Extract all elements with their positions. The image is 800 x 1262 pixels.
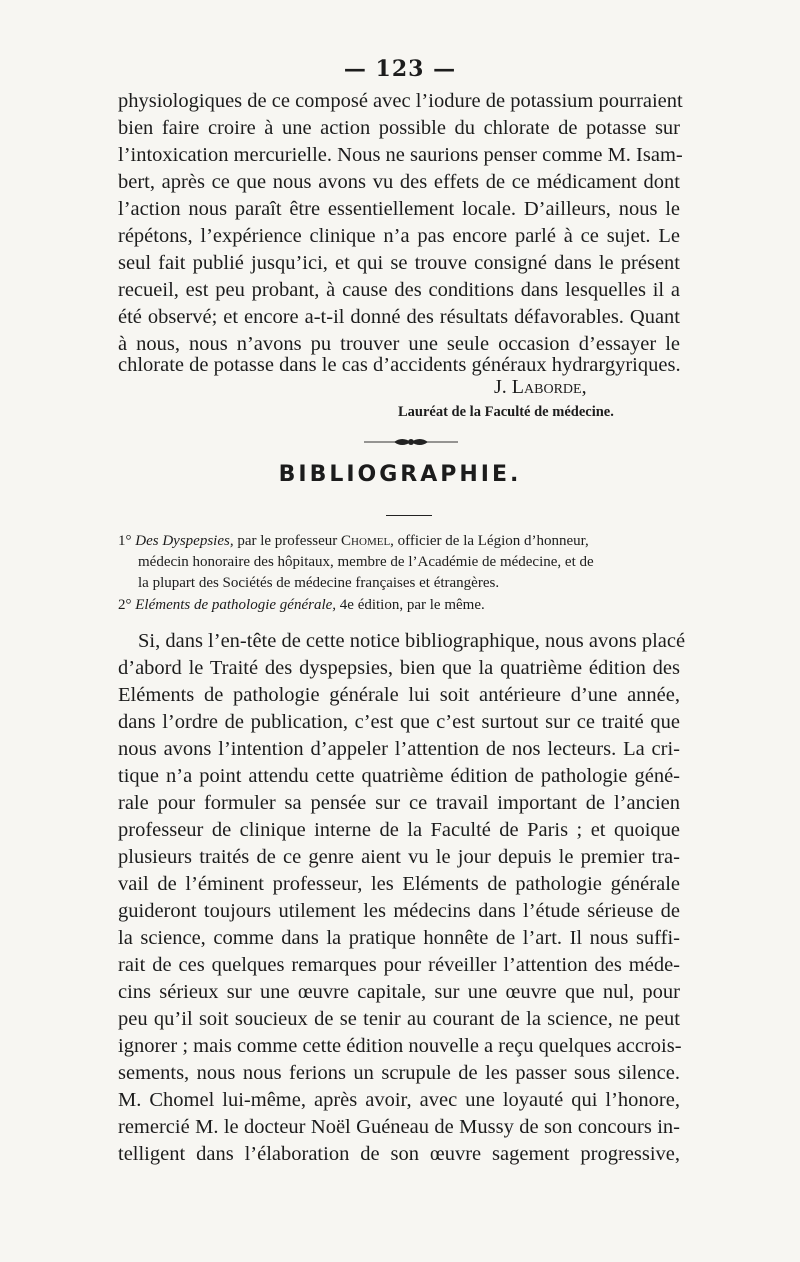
reference-text: officier de la Légion d’honneur, (393, 533, 589, 549)
text-line: répétons, l’expérience clinique n’a pas encore parlé à ce sujet. Le (118, 225, 680, 247)
text-line: la science, comme dans la pratique honnête de l’art. Il nous suffi- (118, 927, 680, 949)
text-line: l’action nous paraît être essentiellement locale. D’ailleurs, nous le (118, 198, 680, 220)
text-line: vail de l’éminent professeur, les Eléments de pathologie générale (118, 873, 680, 895)
reference-author: Chomel, (341, 533, 394, 549)
text-line: professeur de clinique interne de la Faculté de Paris ; et quoique (118, 819, 680, 841)
text-line: peu qu’il soit soucieux de se tenir au courant de la science, ne peut (118, 1008, 680, 1030)
text-line: guideront toujours utilement les médecins dans l’étude sérieuse de (118, 900, 680, 922)
text-line: été observé; et encore a-t-il donné des résultats défavorables. Quant (118, 306, 680, 328)
reference-text: 4e édition, par le même. (336, 597, 485, 613)
page-number: — 123 — (343, 56, 457, 82)
reference-1 (118, 532, 589, 550)
reference-title: Des Dyspepsies, (135, 533, 234, 549)
text-line: à nous, nous n’avons pu trouver une seule occasion d’essayer le (118, 333, 680, 355)
text-line: telligent dans l’élaboration de son œuvre sagement progressive, (118, 1143, 680, 1165)
reference-text: par le professeur (233, 533, 342, 549)
text-line: sements, nous nous ferions un scrupule de les passer sous silence. (118, 1062, 680, 1084)
heading-rule (386, 515, 432, 516)
text-line: bien faire croire à une action possible du chlorate de potasse sur (118, 117, 680, 139)
text-line: Eléments de pathologie générale lui soit antérieure d’une année, (118, 684, 680, 706)
text-line: chlorate de potasse dans le cas d’accidents généraux hydrargyriques. (118, 354, 681, 376)
author-affiliation: Lauréat de la Faculté de médecine. (398, 404, 614, 420)
reference-number: 1° (118, 533, 132, 549)
text-line: l’intoxication mercurielle. Nous ne saurions penser comme M. Isam- (118, 144, 683, 166)
text-line: cins sérieux sur une œuvre capitale, sur une œuvre que nul, pour (118, 981, 680, 1003)
reference-1-line-3: la plupart des Sociétés de médecine françaises et étrangères. (138, 575, 500, 591)
text-line: M. Chomel lui-même, après avoir, avec une loyauté qui l’honore, (118, 1089, 680, 1111)
text-line: rait de ces quelques remarques pour réveiller l’attention des méde- (118, 954, 680, 976)
text-line: tique n’a point attendu cette quatrième édition de pathologie géné- (118, 765, 680, 787)
text-line: plusieurs traités de ce genre aient vu le jour depuis le premier tra- (118, 846, 680, 868)
reference-1-line-2: médecin honoraire des hôpitaux, membre de l’Académie de médecine, et de (138, 554, 594, 570)
text-line: recueil, est peu probant, à cause des conditions dans lesquelles il a (118, 279, 680, 301)
text-line: dans l’ordre de publication, c’est que c’est surtout sur ce traité que (118, 711, 680, 733)
text-line: nous avons l’intention d’appeler l’attention de nos lecteurs. La cri- (118, 738, 680, 760)
text-line: rale pour formuler sa pensée sur ce travail important de l’ancien (118, 792, 680, 814)
section-heading: BIBLIOGRAPHIE. (278, 462, 522, 487)
reference-number: 2° (118, 597, 132, 613)
text-line: ignorer ; mais comme cette édition nouvelle a reçu quelques accrois- (118, 1035, 682, 1057)
text-line: Si, dans l’en-tête de cette notice bibliographique, nous avons placé (138, 630, 686, 652)
text-line: bert, après ce que nous avons vu des effets de ce médicament dont (118, 171, 680, 193)
text-line: physiologiques de ce composé avec l’iodure de potassium pourraient (118, 90, 683, 112)
author-name: Laborde, (511, 376, 587, 398)
reference-2 (118, 596, 485, 614)
ornament-divider-icon (364, 434, 458, 453)
reference-title: Eléments de pathologie générale, (135, 597, 337, 613)
text-line: remercié M. le docteur Noël Guéneau de Mussy de son concours in- (118, 1116, 680, 1138)
text-line: d’abord le Traité des dyspepsies, bien que la quatrième édition des (118, 657, 680, 679)
author-signature (494, 376, 587, 399)
author-initial: J. (494, 376, 507, 398)
text-line: seul fait publié jusqu’ici, et qui se trouve consigné dans le présent (118, 252, 680, 274)
